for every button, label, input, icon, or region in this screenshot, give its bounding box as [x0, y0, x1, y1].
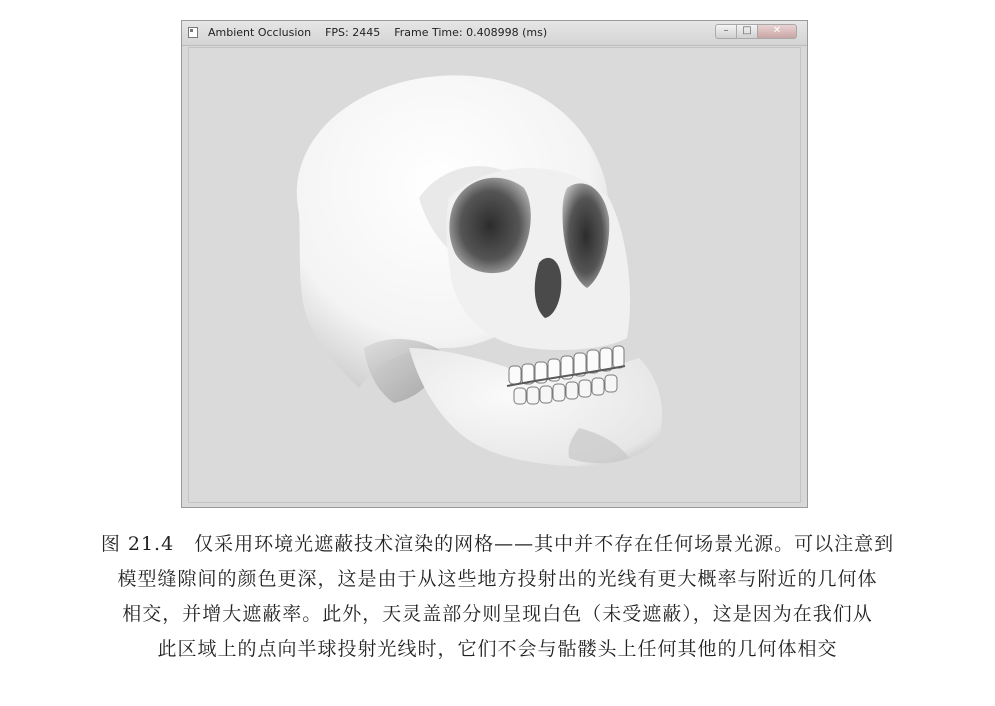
maximize-button[interactable]: □ [736, 24, 758, 39]
window-title: Ambient Occlusion FPS: 2445 Frame Time: 0.408998 (ms) [208, 26, 548, 39]
caption-line-4: 此区域上的点向半球投射光线时，它们不会与骷髅头上任何其他的几何体相交 [157, 638, 838, 660]
title-bar[interactable] [182, 21, 807, 46]
figure-caption [0, 527, 995, 667]
caption-line-1: 图 21.4 仅采用环境光遮蔽技术渲染的网格——其中并不存在任何场景光源。可以注意到 [100, 533, 895, 555]
caption-line-3: 相交，并增大遮蔽率。此外，天灵盖部分则呈现白色（未受遮蔽），这是因为在我们从 [122, 603, 873, 625]
app-window [181, 20, 808, 508]
minimize-button[interactable]: – [715, 24, 737, 39]
caption-line-2: 模型缝隙间的颜色更深，这是由于从这些地方投射出的光线有更大概率与附近的几何体 [117, 568, 878, 590]
skull-render [189, 48, 800, 502]
close-button[interactable]: ✕ [757, 24, 797, 39]
app-icon[interactable] [188, 27, 198, 38]
render-viewport[interactable] [188, 47, 801, 503]
